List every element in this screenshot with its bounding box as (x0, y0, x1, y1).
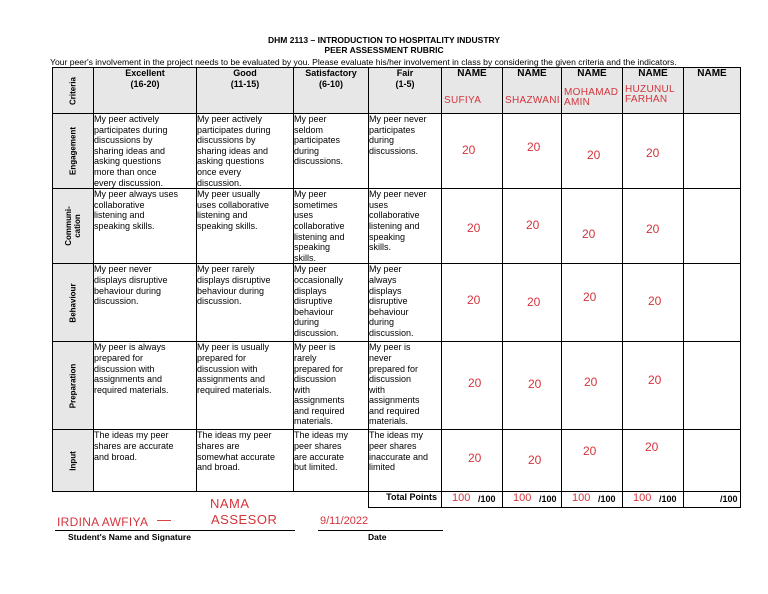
blank-cell (94, 492, 197, 508)
score-cell[interactable] (684, 189, 741, 264)
peer-name: SHAZWANI (505, 95, 560, 106)
level-header-3 (369, 68, 442, 114)
descriptor-line: during (294, 145, 320, 156)
descriptor-line: limited (369, 462, 396, 473)
date-label: Date (368, 532, 387, 542)
descriptor-line: always (369, 274, 397, 285)
descriptor-line: My peer rarely (197, 264, 255, 275)
score-cell[interactable] (562, 430, 623, 492)
descriptor-line: discussion. (294, 327, 339, 338)
descriptor-cell (197, 264, 294, 342)
score-cell[interactable] (503, 189, 562, 264)
descriptor-line: My peer usually (197, 189, 261, 200)
criterion-row (53, 430, 741, 492)
descriptor-cell (94, 342, 197, 430)
descriptor-line: disruptive (369, 296, 408, 307)
descriptor-line: sharing ideas and (197, 145, 269, 156)
descriptor-cell (294, 342, 369, 430)
name-signature-label: Student's Name and Signature (68, 532, 191, 542)
descriptor-line: collaborative (369, 210, 420, 221)
level-header-2 (294, 68, 369, 114)
descriptor-line: listening and (94, 210, 145, 221)
descriptor-line: My peer is (294, 342, 336, 353)
level-range: (11-15) (230, 78, 260, 89)
level-header-1 (197, 68, 294, 114)
blank-cell (294, 492, 369, 508)
descriptor-line: never (369, 352, 392, 363)
descriptor-line: asking questions (197, 156, 265, 167)
peer-name: AMIN (564, 97, 591, 108)
criterion-label (69, 283, 78, 322)
descriptor-cell (197, 114, 294, 189)
total-cell[interactable] (503, 492, 562, 508)
score-value: 20 (645, 440, 659, 455)
descriptor-line: sharing ideas and (94, 145, 166, 156)
descriptor-line: peer shares (369, 440, 417, 451)
descriptor-line: assignments (294, 395, 345, 406)
score-value: 20 (528, 453, 542, 468)
total-out-of: /100 (720, 494, 738, 505)
descriptor-line: uses collaborative (197, 199, 270, 210)
peer-header-3 (623, 68, 684, 114)
total-out-of: /100 (659, 494, 677, 505)
descriptor-line: occasionally (294, 274, 344, 285)
level-header-0 (94, 68, 197, 114)
descriptor-cell (197, 342, 294, 430)
descriptor-line: rarely (294, 352, 317, 363)
descriptor-cell (197, 189, 294, 264)
descriptor-line: My peer (294, 189, 327, 200)
score-cell[interactable] (623, 189, 684, 264)
descriptor-line: discussion (369, 374, 412, 385)
score-cell[interactable] (503, 114, 562, 189)
score-cell[interactable] (503, 264, 562, 342)
descriptor-cell (94, 264, 197, 342)
descriptor-line: assignments (369, 395, 420, 406)
signature-line (55, 530, 295, 531)
descriptor-line: prepared for (197, 352, 247, 363)
descriptor-line: uses (294, 210, 314, 221)
descriptor-cell (94, 114, 197, 189)
descriptor-cell (294, 114, 369, 189)
descriptor-line: and broad. (94, 451, 138, 462)
descriptor-line: behaviour during (94, 285, 162, 296)
descriptor-line: discussions by (94, 135, 153, 146)
descriptor-cell (294, 189, 369, 264)
score-cell[interactable] (623, 342, 684, 430)
score-value: 20 (646, 222, 660, 237)
descriptor-line: discussion with (197, 363, 258, 374)
peer-header-1 (503, 68, 562, 114)
criterion-cell (53, 114, 94, 189)
score-cell[interactable] (623, 114, 684, 189)
descriptor-line: discussions by (197, 135, 256, 146)
criterion-row (53, 114, 741, 189)
score-cell[interactable] (442, 342, 503, 430)
descriptor-line: My peer (294, 264, 327, 275)
descriptor-line: discussion. (369, 327, 414, 338)
descriptor-line: displays disruptive (197, 274, 271, 285)
score-value: 20 (583, 290, 597, 305)
instruction-text: Your peer's involvement in the project needs to be evaluated by you. Please evaluate his/her involvement in class by considering the given criteria and the indicators. (50, 57, 677, 67)
descriptor-cell (369, 264, 442, 342)
date-value: 9/11/2022 (320, 515, 369, 527)
total-value: 100 (633, 492, 652, 505)
score-value: 20 (587, 148, 601, 162)
descriptor-line: discussion. (197, 296, 242, 307)
criterion-label (64, 206, 82, 246)
score-value: 20 (582, 227, 596, 242)
descriptor-line: speaking (369, 231, 406, 242)
criterion-row (53, 264, 741, 342)
peer-header-0 (442, 68, 503, 114)
score-cell[interactable] (562, 264, 623, 342)
score-value: 20 (462, 143, 476, 157)
signature-dash: — (157, 511, 171, 527)
descriptor-line: once every (197, 166, 242, 177)
descriptor-line: My peer is always (94, 342, 166, 353)
total-cell[interactable] (562, 492, 623, 508)
rubric-header-row (53, 68, 741, 114)
descriptor-line: materials. (294, 416, 334, 427)
score-cell[interactable] (684, 430, 741, 492)
score-cell[interactable] (562, 189, 623, 264)
level-name: Excellent (125, 68, 165, 78)
total-cell[interactable] (442, 492, 503, 508)
total-cell[interactable] (684, 492, 741, 508)
descriptor-line: My peer (369, 264, 402, 275)
total-value: 100 (452, 492, 471, 505)
score-cell[interactable] (503, 430, 562, 492)
descriptor-line: inaccurate and (369, 451, 429, 462)
score-value: 20 (467, 221, 481, 236)
descriptor-cell (369, 342, 442, 430)
level-range: (16-20) (130, 78, 160, 89)
descriptor-line: My peer never (369, 189, 427, 200)
descriptor-line: My peer always uses (94, 189, 179, 200)
descriptor-line: during (369, 135, 395, 146)
descriptor-line: participates (369, 124, 416, 135)
criterion-cell (53, 264, 94, 342)
criterion-label-line: Engagement (68, 127, 78, 176)
descriptor-line: discussion. (94, 296, 139, 307)
descriptor-line: but limited. (294, 462, 338, 473)
criterion-cell (53, 342, 94, 430)
level-name: Satisfactory (305, 68, 357, 78)
descriptor-line: My peer never (369, 114, 427, 124)
peer-name: MOHAMAD (564, 87, 619, 98)
descriptor-line: displays disruptive (94, 274, 168, 285)
peer-name: SUFIYA (444, 95, 482, 106)
total-cell[interactable] (623, 492, 684, 508)
score-value: 20 (468, 451, 482, 466)
rubric-title: PEER ASSESSMENT RUBRIC (324, 45, 444, 55)
nama-label: NAMA (210, 496, 250, 511)
descriptor-cell (369, 114, 442, 189)
assessor-name: IRDINA AWFIYA (57, 515, 149, 529)
descriptor-cell (294, 430, 369, 492)
descriptor-line: My peer (294, 114, 327, 124)
descriptor-line: disruptive (294, 296, 333, 307)
criteria-header: Criteria (68, 76, 78, 105)
total-out-of: /100 (539, 494, 557, 505)
descriptor-line: displays (294, 285, 327, 296)
descriptor-cell (369, 430, 442, 492)
peer-header-2 (562, 68, 623, 114)
descriptor-line: and broad. (197, 462, 241, 473)
score-cell[interactable] (623, 430, 684, 492)
criterion-label-line: cation (73, 214, 82, 239)
peer-header-4 (684, 68, 741, 114)
descriptor-line: discussions. (294, 156, 344, 167)
score-cell[interactable] (684, 264, 741, 342)
criterion-row (53, 189, 741, 264)
descriptor-line: uses (369, 199, 389, 210)
descriptor-line: are accurate (294, 451, 345, 462)
descriptor-line: during (369, 317, 395, 328)
descriptor-line: listening and (369, 220, 420, 231)
criterion-cell (53, 430, 94, 492)
score-cell[interactable] (442, 189, 503, 264)
criterion-label-line: Behaviour (68, 283, 78, 323)
descriptor-line: assignments and (94, 374, 163, 385)
score-cell[interactable] (562, 114, 623, 189)
descriptor-line: with (369, 384, 386, 395)
descriptor-line: discussions. (369, 145, 419, 156)
course-title: DHM 2113 – INTRODUCTION TO HOSPITALITY INDUSTRY (267, 35, 501, 45)
score-cell[interactable] (684, 114, 741, 189)
score-value: 20 (527, 295, 541, 310)
descriptor-line: with (294, 384, 311, 395)
peer-name: FARHAN (625, 94, 668, 105)
descriptor-line: listening and (294, 231, 345, 242)
score-value: 20 (526, 218, 540, 233)
descriptor-line: My peer is (369, 342, 411, 353)
descriptor-line: My peer actively (94, 114, 160, 124)
descriptor-cell (369, 189, 442, 264)
criterion-label (69, 127, 78, 175)
score-value: 20 (468, 376, 482, 391)
descriptor-line: speaking (294, 242, 331, 253)
descriptor-line: The ideas my (369, 430, 424, 441)
descriptor-line: shares are accurate (94, 440, 174, 451)
descriptor-line: behaviour during (197, 285, 265, 296)
descriptor-line: participates during (94, 124, 168, 135)
name-header: NAME (697, 68, 727, 79)
criterion-label (69, 364, 78, 408)
rubric-table (52, 67, 741, 508)
criteria-header-cell (53, 68, 94, 114)
descriptor-line: collaborative (94, 199, 145, 210)
level-name: Fair (396, 68, 414, 78)
score-value: 20 (583, 444, 597, 459)
name-header: NAME (638, 68, 668, 79)
score-cell[interactable] (442, 114, 503, 189)
descriptor-line: displays (369, 285, 402, 296)
descriptor-line: The ideas my peer (197, 430, 272, 441)
descriptor-line: The ideas my peer (94, 430, 169, 441)
total-row (53, 492, 741, 508)
descriptor-line: materials. (369, 416, 409, 427)
score-value: 20 (528, 377, 542, 392)
descriptor-line: somewhat accurate (197, 451, 276, 462)
descriptor-line: speaking skills. (197, 220, 258, 231)
descriptor-line: My peer is usually (197, 342, 270, 353)
descriptor-line: discussion. (197, 177, 242, 188)
descriptor-line: prepared for (94, 352, 144, 363)
descriptor-line: collaborative (294, 220, 345, 231)
blank-cell (53, 492, 94, 508)
total-out-of: /100 (478, 494, 496, 505)
level-range: (1-5) (395, 78, 415, 89)
descriptor-line: My peer actively (197, 114, 263, 124)
date-line (318, 530, 443, 531)
descriptor-line: asking questions (94, 156, 162, 167)
descriptor-line: behaviour (369, 306, 409, 317)
descriptor-line: assignments and (197, 374, 266, 385)
name-header: NAME (517, 68, 547, 79)
descriptor-line: required materials. (94, 384, 169, 395)
score-value: 20 (648, 373, 662, 388)
descriptor-line: listening and (197, 210, 248, 221)
criterion-cell (53, 189, 94, 264)
total-value: 100 (513, 492, 532, 505)
descriptor-line: and required (294, 405, 345, 416)
descriptor-line: required materials. (197, 384, 272, 395)
score-cell[interactable] (623, 264, 684, 342)
score-value: 20 (584, 375, 598, 390)
total-points-label: Total Points (369, 492, 442, 508)
descriptor-line: prepared for (369, 363, 419, 374)
criterion-row (53, 342, 741, 430)
descriptor-line: discussion (294, 374, 337, 385)
descriptor-cell (94, 189, 197, 264)
descriptor-line: prepared for (294, 363, 344, 374)
descriptor-line: skills. (369, 242, 391, 253)
score-cell[interactable] (442, 264, 503, 342)
descriptor-line: sometimes (294, 199, 338, 210)
name-header: NAME (577, 68, 607, 79)
descriptor-line: discussion with (94, 363, 155, 374)
descriptor-line: and required (369, 405, 420, 416)
score-value: 20 (527, 140, 541, 154)
descriptor-line: The ideas my (294, 430, 349, 441)
score-cell[interactable] (503, 342, 562, 430)
criterion-label (69, 451, 78, 471)
score-cell[interactable] (562, 342, 623, 430)
descriptor-line: every discussion. (94, 177, 164, 188)
score-value: 20 (646, 146, 660, 160)
total-value: 100 (572, 492, 591, 505)
total-out-of: /100 (598, 494, 616, 505)
criterion-label-line: Communi- (64, 206, 73, 247)
criterion-label-line: Input (68, 451, 78, 471)
descriptor-line: participates (294, 135, 341, 146)
score-value: 20 (467, 293, 481, 308)
score-cell[interactable] (442, 430, 503, 492)
descriptor-cell (197, 430, 294, 492)
descriptor-line: more than once (94, 166, 157, 177)
descriptor-line: behaviour (294, 306, 334, 317)
peer-name: HUZUNUL (625, 84, 675, 95)
score-value: 20 (648, 294, 662, 309)
descriptor-line: speaking skills. (94, 220, 155, 231)
score-cell[interactable] (684, 342, 741, 430)
descriptor-line: seldom (294, 124, 324, 135)
descriptor-line: shares are (197, 440, 240, 451)
descriptor-line: skills. (294, 252, 316, 263)
assessor-label: ASSESOR (211, 512, 278, 527)
descriptor-line: participates during (197, 124, 271, 135)
descriptor-cell (294, 264, 369, 342)
level-range: (6-10) (318, 78, 343, 89)
name-header: NAME (457, 68, 487, 79)
descriptor-cell (94, 430, 197, 492)
level-name: Good (233, 68, 257, 78)
descriptor-line: peer shares (294, 440, 342, 451)
descriptor-line: My peer never (94, 264, 152, 275)
descriptor-line: during (294, 317, 320, 328)
criterion-label-line: Preparation (68, 363, 78, 409)
